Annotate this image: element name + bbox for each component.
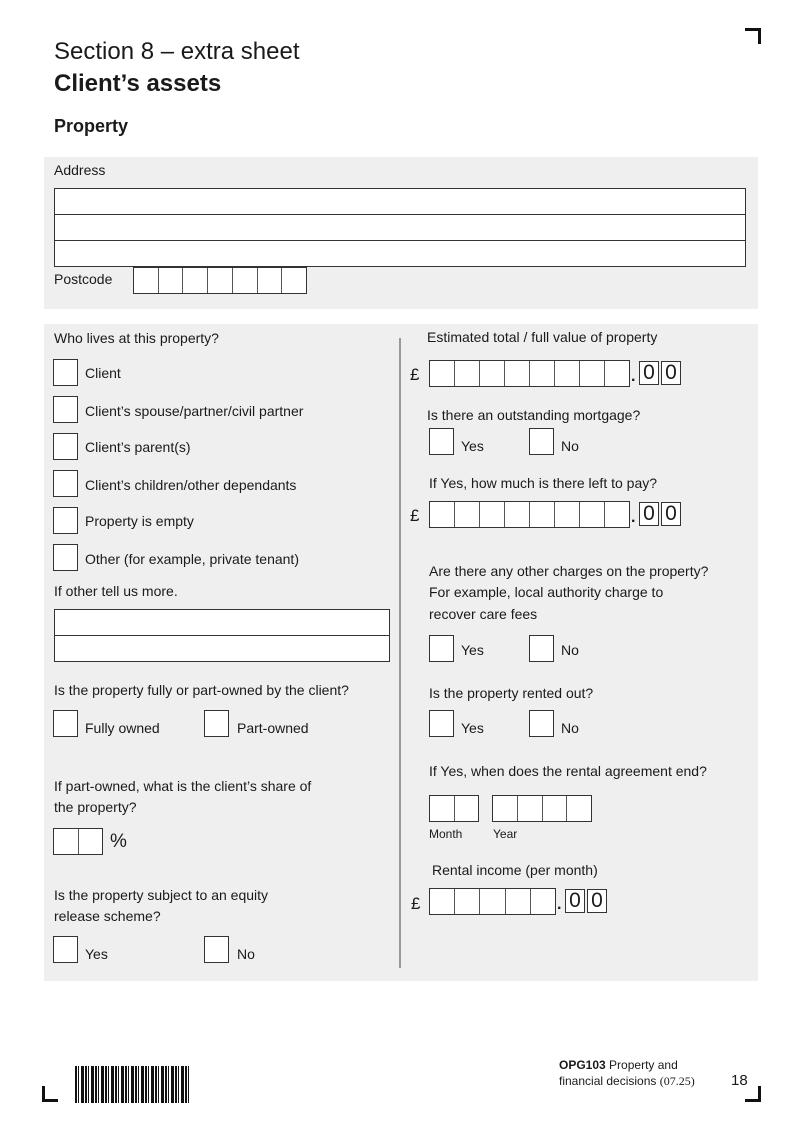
option-empty-label: Property is empty xyxy=(85,513,194,529)
checkbox-charges-no[interactable] xyxy=(529,635,554,662)
rental-income-decimal-point: . xyxy=(557,896,562,913)
checkbox-mortgage-yes[interactable] xyxy=(429,428,454,455)
mortgage-pence xyxy=(637,502,681,526)
postcode-label: Postcode xyxy=(54,271,113,287)
checkbox-rented-no[interactable] xyxy=(529,710,554,737)
rental-end-year-input[interactable] xyxy=(492,795,592,822)
checkbox-other[interactable] xyxy=(53,544,78,571)
rental-income-pence-digit-1: 0 xyxy=(565,889,585,913)
other-details-label: If other tell us more. xyxy=(54,583,178,599)
checkbox-mortgage-no[interactable] xyxy=(529,428,554,455)
share-question-line-1: If part-owned, what is the client’s share of xyxy=(54,778,312,794)
rental-income-label: Rental income (per month) xyxy=(432,862,598,878)
value-pence xyxy=(637,361,681,385)
rental-income-pounds-input[interactable] xyxy=(429,888,556,915)
form-reference xyxy=(559,1058,678,1072)
mortgage-question: Is there an outstanding mortgage? xyxy=(427,407,641,423)
crop-mark-top-right xyxy=(745,28,761,44)
checkbox-fully-owned[interactable] xyxy=(53,710,78,737)
value-pence-digit-1: 0 xyxy=(639,361,659,385)
rental-income-pence xyxy=(563,889,607,913)
percent-sign: % xyxy=(110,831,127,852)
year-label: Year xyxy=(493,827,518,841)
ownership-question: Is the property fully or part-owned by the client? xyxy=(54,682,349,698)
option-client-label: Client xyxy=(85,365,121,381)
option-children-label: Client’s children/other dependants xyxy=(85,477,297,493)
rented-question: Is the property rented out? xyxy=(429,685,594,701)
share-question-line-2: the property? xyxy=(54,799,137,815)
rented-no-label: No xyxy=(561,720,579,736)
form-reference-line-2 xyxy=(559,1074,695,1088)
form-version: (07.25) xyxy=(659,1074,695,1088)
value-pounds-input[interactable] xyxy=(429,360,630,387)
checkbox-client[interactable] xyxy=(53,359,78,386)
postcode-input[interactable] xyxy=(133,267,307,294)
mortgage-left-question: If Yes, how much is there left to pay? xyxy=(429,475,658,491)
checkbox-empty[interactable] xyxy=(53,507,78,534)
rental-end-question: If Yes, when does the rental agreement end? xyxy=(429,763,707,779)
charges-no-label: No xyxy=(561,642,579,658)
address-line-2[interactable] xyxy=(54,214,746,241)
who-lives-question: Who lives at this property? xyxy=(54,330,219,346)
option-parents-label: Client’s parent(s) xyxy=(85,439,191,455)
checkbox-equity-no[interactable] xyxy=(204,936,229,963)
checkbox-charges-yes[interactable] xyxy=(429,635,454,662)
address-line-3[interactable] xyxy=(54,240,746,267)
form-code: OPG103 xyxy=(559,1058,606,1072)
option-other-label: Other (for example, private tenant) xyxy=(85,551,299,567)
address-line-1[interactable] xyxy=(54,188,746,215)
checkbox-children[interactable] xyxy=(53,470,78,497)
page-title: Client’s assets xyxy=(54,70,222,97)
part-owned-label: Part-owned xyxy=(237,720,309,736)
form-name-line-2: financial decisions xyxy=(559,1074,657,1088)
mortgage-pounds-input[interactable] xyxy=(429,501,630,528)
rental-income-currency: £ xyxy=(411,894,421,913)
property-heading: Property xyxy=(54,116,129,136)
checkbox-parents[interactable] xyxy=(53,433,78,460)
charges-yes-label: Yes xyxy=(461,642,484,658)
checkbox-equity-yes[interactable] xyxy=(53,936,78,963)
value-currency: £ xyxy=(410,365,420,384)
mortgage-decimal-point: . xyxy=(631,509,636,526)
charges-question-line-3: recover care fees xyxy=(429,606,538,622)
value-label: Estimated total / full value of property xyxy=(427,329,658,345)
equity-question-line-1: Is the property subject to an equity xyxy=(54,887,269,903)
crop-mark-bottom-left xyxy=(42,1086,58,1102)
mortgage-currency: £ xyxy=(410,506,420,525)
share-percent-input[interactable] xyxy=(53,828,103,855)
value-decimal-point: . xyxy=(631,368,636,385)
rented-yes-label: Yes xyxy=(461,720,484,736)
page-number: 18 xyxy=(731,1072,748,1089)
checkbox-rented-yes[interactable] xyxy=(429,710,454,737)
equity-question-line-2: release scheme? xyxy=(54,908,161,924)
mortgage-yes-label: Yes xyxy=(461,438,484,454)
barcode xyxy=(75,1066,190,1103)
fully-owned-label: Fully owned xyxy=(85,720,160,736)
rental-income-pence-digit-2: 0 xyxy=(587,889,607,913)
checkbox-spouse[interactable] xyxy=(53,396,78,423)
month-label: Month xyxy=(429,827,463,841)
form-name-line-1: Property and xyxy=(609,1058,678,1072)
mortgage-pence-digit-1: 0 xyxy=(639,502,659,526)
equity-no-label: No xyxy=(237,946,255,962)
address-label: Address xyxy=(54,162,106,178)
mortgage-no-label: No xyxy=(561,438,579,454)
section-heading: Section 8 – extra sheet xyxy=(54,38,300,65)
other-details-line-1[interactable] xyxy=(54,609,390,636)
charges-question-line-1: Are there any other charges on the property? xyxy=(429,563,709,579)
column-divider xyxy=(399,338,401,968)
charges-question-line-2: For example, local authority charge to xyxy=(429,584,664,600)
mortgage-pence-digit-2: 0 xyxy=(661,502,681,526)
rental-end-month-input[interactable] xyxy=(429,795,479,822)
equity-yes-label: Yes xyxy=(85,946,108,962)
value-pence-digit-2: 0 xyxy=(661,361,681,385)
option-spouse-label: Client’s spouse/partner/civil partner xyxy=(85,403,304,419)
other-details-line-2[interactable] xyxy=(54,635,390,662)
checkbox-part-owned[interactable] xyxy=(204,710,229,737)
